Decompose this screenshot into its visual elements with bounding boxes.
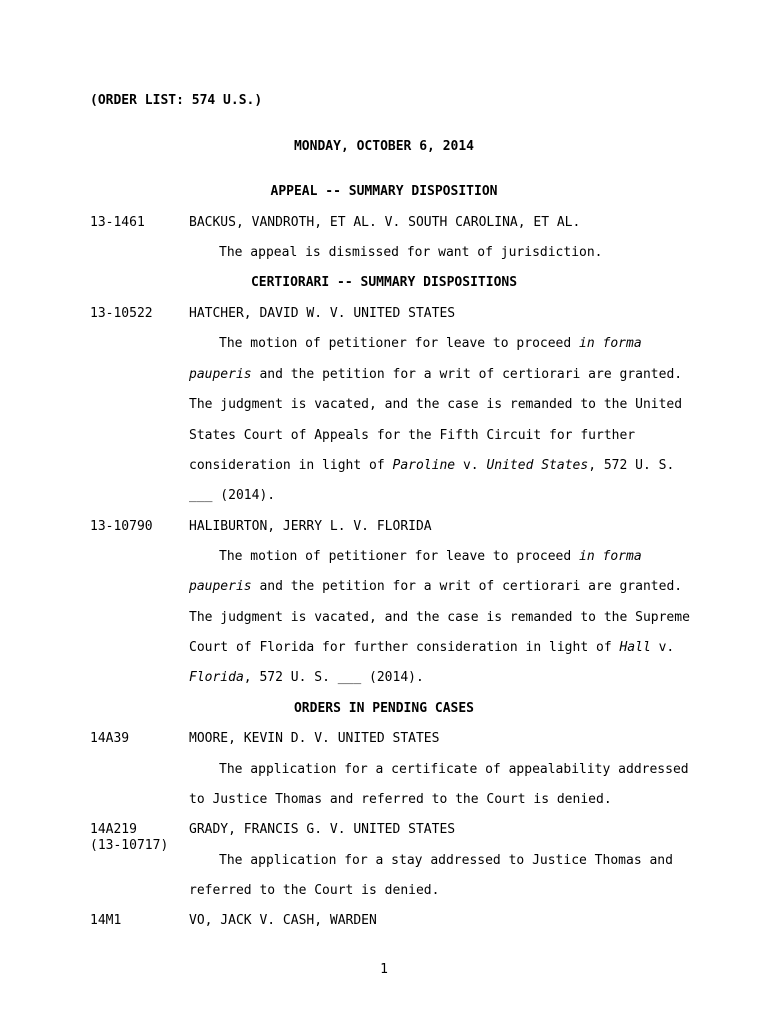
case-number: 14A219 bbox=[90, 822, 137, 837]
text-run: The motion of petitioner for leave to proceed bbox=[219, 549, 580, 564]
italic-run: Florida bbox=[189, 670, 244, 685]
order-date: MONDAY, OCTOBER 6, 2014 bbox=[293, 139, 474, 154]
case-disposition-text: The appeal is dismissed for want of jurisdiction. bbox=[219, 245, 603, 260]
case-text-line: The judgment is vacated, and the case is remanded to the United bbox=[189, 397, 683, 412]
case-text-line bbox=[189, 458, 674, 474]
case-number: 13-10790 bbox=[90, 519, 153, 534]
case-parties: VO, JACK V. CASH, WARDEN bbox=[189, 913, 377, 928]
text-run: consideration in light of bbox=[189, 458, 393, 473]
italic-run: pauperis bbox=[189, 367, 252, 382]
case-text-line bbox=[189, 367, 682, 383]
text-run: v. bbox=[650, 640, 675, 655]
case-text-line: to Justice Thomas and referred to the Court is denied. bbox=[189, 792, 612, 807]
case-parties: MOORE, KEVIN D. V. UNITED STATES bbox=[189, 731, 440, 746]
case-text-line bbox=[189, 640, 674, 656]
case-text-line: The application for a stay addressed to Justice Thomas and bbox=[219, 853, 673, 868]
case-text-line: The judgment is vacated, and the case is remanded to the Supreme bbox=[189, 610, 690, 625]
case-text-line bbox=[219, 549, 642, 565]
italic-run: in forma bbox=[579, 336, 642, 351]
case-text-line: ___ (2014). bbox=[189, 488, 276, 503]
italic-run: pauperis bbox=[189, 579, 252, 594]
order-list-header: (ORDER LIST: 574 U.S.) bbox=[90, 93, 263, 108]
case-number: 14M1 bbox=[90, 913, 122, 928]
case-text-line: referred to the Court is denied. bbox=[189, 883, 440, 898]
text-run: The motion of petitioner for leave to proceed bbox=[219, 336, 580, 351]
italic-run: Hall bbox=[619, 640, 651, 655]
text-run: , 572 U. S. bbox=[588, 458, 675, 473]
case-parties: HALIBURTON, JERRY L. V. FLORIDA bbox=[189, 519, 432, 534]
text-run: and the petition for a writ of certiorari are granted. bbox=[251, 367, 683, 382]
case-number: 13-1461 bbox=[90, 215, 145, 230]
text-run: v. bbox=[455, 458, 487, 473]
case-text-line: States Court of Appeals for the Fifth Circuit for further bbox=[189, 428, 636, 443]
case-number: 14A39 bbox=[90, 731, 130, 746]
page-number: 1 bbox=[380, 962, 388, 977]
text-run: , 572 U. S. ___ (2014). bbox=[243, 670, 424, 685]
case-parties: GRADY, FRANCIS G. V. UNITED STATES bbox=[189, 822, 456, 837]
section-heading-pending: ORDERS IN PENDING CASES bbox=[293, 701, 474, 716]
text-run: and the petition for a writ of certiorari are granted. bbox=[251, 579, 683, 594]
section-heading-certiorari: CERTIORARI -- SUMMARY DISPOSITIONS bbox=[250, 275, 518, 290]
italic-run: Paroline bbox=[392, 458, 456, 473]
case-parties: HATCHER, DAVID W. V. UNITED STATES bbox=[189, 306, 456, 321]
case-related-number: (13-10717) bbox=[90, 838, 169, 853]
text-run: Court of Florida for further consideration in light of bbox=[189, 640, 620, 655]
case-text-line bbox=[189, 579, 682, 595]
italic-run: United States bbox=[486, 458, 589, 473]
case-text-line bbox=[219, 336, 642, 352]
case-parties: BACKUS, VANDROTH, ET AL. V. SOUTH CAROLINA, ET AL. bbox=[189, 215, 581, 230]
case-text-line bbox=[189, 670, 424, 686]
italic-run: in forma bbox=[579, 549, 642, 564]
case-text-line: The application for a certificate of appealability addressed bbox=[219, 762, 689, 777]
case-number: 13-10522 bbox=[90, 306, 153, 321]
section-heading-appeal: APPEAL -- SUMMARY DISPOSITION bbox=[270, 184, 498, 199]
